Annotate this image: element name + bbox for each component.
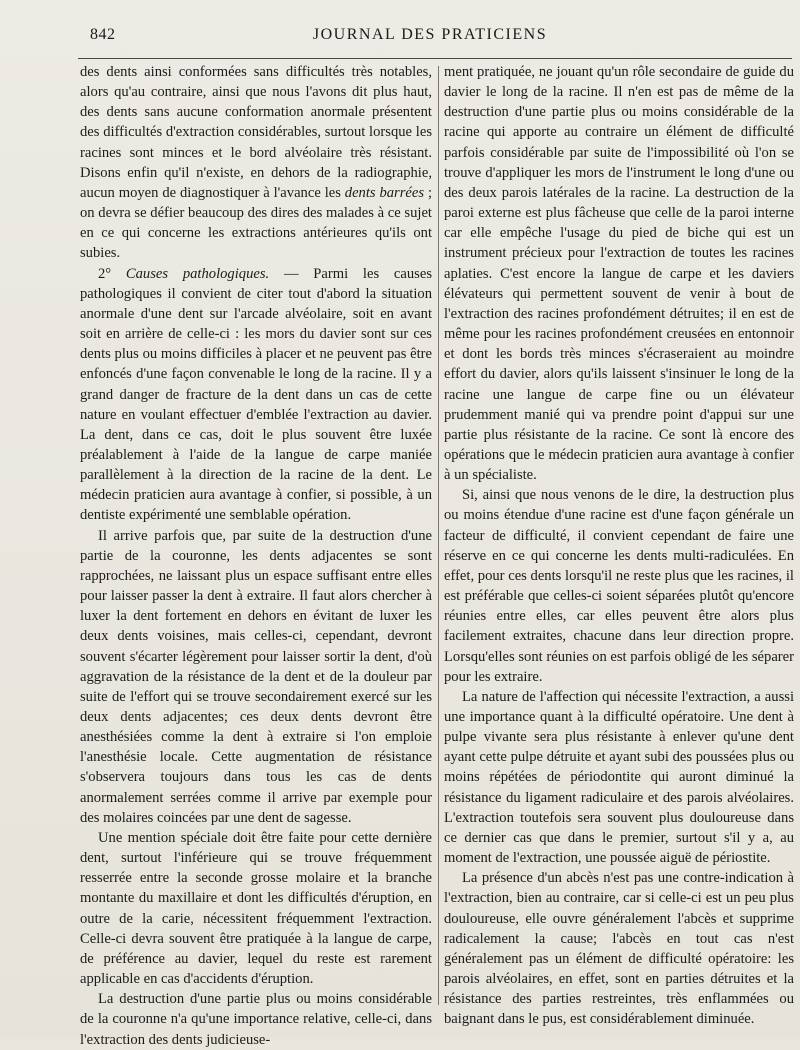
- left-p1-italic: dents barrées: [344, 184, 425, 201]
- left-p2-text: — Parmi les causes pathologiques il convient de citer tout d'abord la situation anormale d'une dent sur l'arcade alvéolaire, soit en avant soit en arrière de celle-ci : les mors du davier sont sur ces dents plus ou moins difficiles à placer et ne peuvent pas être enfoncés d'une façon convenable le long de la racine. Il y a grand danger de fracture de la dent dans un cas de cette nature en voulant effectuer d'emblée l'extraction au davier. La dent, dans ce cas, doit le plus souvent être luxée préalablement à l'aide de la langue de carpe maniée parallèlement à la direction de la racine de la dent. Le médecin praticien aura avantage à confier, si possible, à un dentiste expérimenté une semblable opération.: [80, 265, 432, 524]
- left-p1-end: ; on devra se défier beaucoup des dires des malades à ce sujet en ce qui concerne les extractions antérieures qu'ils ont subies.: [80, 184, 432, 262]
- running-title: JOURNAL DES PRATICIENS: [312, 26, 548, 43]
- left-paragraph-4: Une mention spéciale doit être faite pour cette dernière dent, surtout l'inférieure qui se trouve fréquemment resserrée entre la seconde grosse molaire et la branche montante du maxillaire et dont les difficultés d'éruption, en outre de la carie, nécessitent fréquemment l'extraction. Celle-ci devra souvent être pratiquée à la langue de carpe, de préférence au davier, lequel du reste est rarement applicable en cas d'accidents d'éruption.: [80, 829, 432, 988]
- page-number: 842: [90, 26, 116, 43]
- column-divider: [438, 66, 439, 1005]
- left-column: [80, 62, 432, 1050]
- left-paragraph-3: Il arrive parfois que, par suite de la destruction d'une partie de la couronne, les dents adjacentes se sont rapprochées, ne laissant plus un espace suffisant entre elles pour laisser passer la dent à extraire. Il faut alors chercher à luxer la dent fortement en dehors en évitant de luxer les deux dents voisines, mais celles-ci, cependant, devront souvent s'écarter légèrement pour laisser sortir la dent, d'où aggravation de la résistance de la dent et de la douleur par suite de l'effort qui se trouve secondairement exercé sur les deux dents adjacentes; ces deux dents devront être anesthésiées comme la dent à extraire si l'on emploie l'anesthésie locale. Cette augmentation de résistance s'observera toujours dans tous les cas de dents anormalement serrées comme il arrive par exemple pour des molaires coincées par une dent de sagesse.: [80, 527, 432, 826]
- left-p2-italic: Causes pathologiques.: [125, 265, 270, 282]
- left-paragraph-1: [80, 62, 432, 264]
- right-paragraph-1: ment pratiquée, ne jouant qu'un rôle secondaire de guide du davier le long de la racine. Il n'en est pas de même de la destruction d'une partie plus ou moins considérable de la racine qui apporte au contraire un élément de difficulté parfois considérable par suite de l'impossibilité où l'on se trouve d'appliquer les mors de l'instrument le long d'une ou des deux parois latérales de la racine. La destruction de la paroi externe est plus fâcheuse que celle de la paroi interne car elle empêche l'usage du pied de biche qui est un instrument précieux pour l'extraction de toutes les racines aplaties. C'est encore la langue de carpe et les daviers élévateurs qui permettent souvent de venir à bout de l'extraction des racines profondément détruites; il en est de même pour les racines profondément creusées en entonnoir et dont les bords très minces s'écraseraient au moindre effort du davier, alors qu'ils laissent s'insinuer le long de la racine une langue de carpe fine ou un élévateur prudemment manié qui va prendre point d'appui sur une partie plus résistante de la racine. Ce sont là encore des opérations que le médecin praticien aura avantage à confier à un spécialiste.: [444, 64, 794, 484]
- header-rule: [78, 58, 792, 59]
- page-header: [70, 26, 790, 50]
- left-p1-text: des dents ainsi conformées sans difficultés très notables, alors qu'au contraire, ainsi que nous l'avons dit plus haut, des dents sans aucune conformation anormale présentent des difficultés d'extraction considérables, surtout lorsque les racines sont minces et le bord alvéolaire très résistant. Disons enfin qu'il n'existe, en dehors de la radiographie, aucun moyen de diagnostiquer à l'avance les: [80, 64, 432, 201]
- left-paragraph-2: [80, 264, 432, 526]
- right-paragraph-4: La présence d'un abcès n'est pas une contre-indication à l'extraction, bien au contraire, car si celle-ci est un peu plus douloureuse, elle ouvre généralement l'abcès et supprime radicalement la cause; l'abcès en tout cas n'est généralement pas un élément de difficulté opératoire: les parois alvéolaires, en effet, sont en parties détruites et la résistance des parties restreintes, très enflammées ou baignant dans le pus, est considérablement diminuée.: [444, 870, 794, 1028]
- left-p2-lead: 2°: [98, 265, 126, 282]
- right-paragraph-2: Si, ainsi que nous venons de le dire, la destruction plus ou moins étendue d'une racine est d'une façon générale un facteur de difficulté, il convient cependant de faire une réserve en ce qui concerne les dents multi-radiculées. En effet, pour ces dents lorsqu'il ne reste plus que les racines, il est préférable que celles-ci soient séparées plutôt qu'encore réunies entre elles, car elles peuvent être alors plus facilement extraites, chacune dans leur direction propre. Lorsqu'elles sont réunies on est parfois obligé de les séparer pour les extraire.: [444, 487, 794, 685]
- right-paragraph-3: La nature de l'affection qui nécessite l'extraction, a aussi une importance quant à la difficulté opératoire. Une dent à pulpe vivante sera plus résistante à enlever qu'une dent ayant cette pulpe détruite et ayant subi des poussées plus ou moins répétées de périodontite qui auront diminué la résistance du ligament radiculaire et des parois alvéolaires. L'extraction toutefois sera souvent plus douloureuse dans ce dernier cas que dans le premier, surtout s'il y a, au moment de l'extraction, une poussée aiguë de périostite.: [444, 688, 794, 867]
- right-column: [444, 62, 794, 1030]
- left-paragraph-5: La destruction d'une partie plus ou moins considérable de la couronne n'a qu'une importance relative, celle-ci, dans l'extraction des dents judicieuse-: [80, 991, 432, 1048]
